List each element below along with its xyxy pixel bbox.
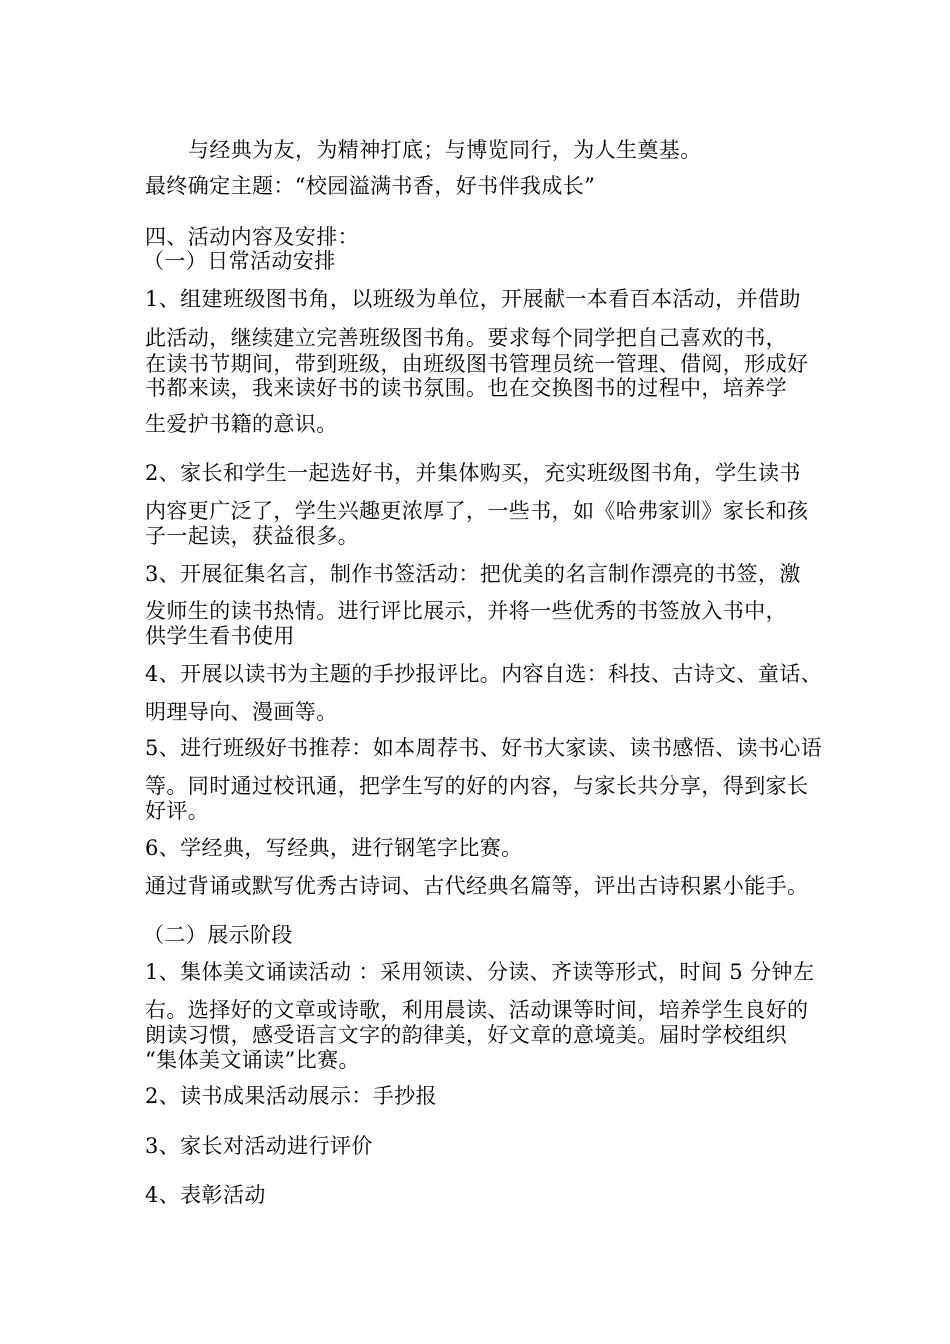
display-item-2: 2、读书成果活动展示：手抄报 — [145, 1084, 437, 1108]
item-1-line-5: 生爱护书籍的意识。 — [145, 412, 338, 436]
item-1-line-4: 书都来读，我来读好书的读书氛围。也在交换图书的过程中，培养学 — [145, 376, 787, 400]
item-3-line-1: 3、开展征集名言，制作书签活动：把优美的名言制作漂亮的书签，激 — [145, 562, 801, 586]
item-4-line-1: 4、开展以读书为主题的手抄报评比。内容自选：科技、古诗文、童话、 — [145, 662, 823, 686]
display-item-1-line-1: 1、集体美文诵读活动 ：采用领读、分读、齐读等形式，时间 5 分钟左 — [145, 960, 815, 984]
item-6-line-1: 6、学经典，写经典，进行钢笔字比赛。 — [145, 836, 523, 860]
item-3-line-2: 发师生的读书热情。进行评比展示，并将一些优秀的书签放入书中， — [145, 599, 787, 623]
item-3-line-3: 供学生看书使用 — [145, 624, 295, 648]
item-2-line-2: 内容更广泛了，学生兴趣更浓厚了，一些书，如《哈弗家训》家长和孩 — [145, 499, 809, 523]
item-5-line-2: 等。同时通过校讯通，把学生写的好的内容，与家长共分享，得到家长 — [145, 774, 809, 798]
item-2-line-1: 2、家长和学生一起选好书，并集体购买，充实班级图书角，学生读书 — [145, 461, 801, 485]
subsection-heading-2: （二）展示阶段 — [143, 923, 293, 947]
theme-line: 最终确定主题：“校园溢满书香，好书伴我成长” — [145, 174, 596, 198]
item-5-line-3: 好评。 — [145, 799, 210, 823]
motto-line: 与经典为友，为精神打底；与博览同行，为人生奠基。 — [188, 138, 702, 162]
section-heading-4: 四、活动内容及安排： — [145, 225, 359, 249]
item-4-line-2: 明理导向、漫画等。 — [145, 700, 338, 724]
item-1-line-3: 在读书节期间，带到班级，由班级图书管理员统一管理、借阅，形成好 — [145, 352, 809, 376]
display-item-4: 4、表彰活动 — [145, 1183, 266, 1207]
display-item-1-line-2: 右。选择好的文章或诗歌，利用晨读、活动课等时间，培养学生良好的 — [145, 998, 809, 1022]
item-5-line-1: 5、进行班级好书推荐：如本周荐书、好书大家读、读书感悟、读书心语 — [145, 736, 823, 760]
subsection-heading-1: （一）日常活动安排 — [143, 249, 336, 273]
item-1-line-2: 此活动，继续建立完善班级图书角。要求每个同学把自己喜欢的书， — [145, 326, 787, 350]
item-1-line-1: 1、组建班级图书角，以班级为单位，开展献一本看百本活动，并借助 — [145, 287, 801, 311]
display-item-3: 3、家长对活动进行评价 — [145, 1134, 373, 1158]
item-6-line-2: 通过背诵或默写优秀古诗词、古代经典名篇等，评出古诗积累小能手。 — [145, 874, 809, 898]
display-item-1-line-3: 朗读习惯，感受语言文字的韵律美，好文章的意境美。届时学校组织 — [145, 1023, 787, 1047]
item-2-line-3: 子一起读，获益很多。 — [145, 524, 359, 548]
display-item-1-line-4: “集体美文诵读”比赛。 — [145, 1048, 360, 1072]
